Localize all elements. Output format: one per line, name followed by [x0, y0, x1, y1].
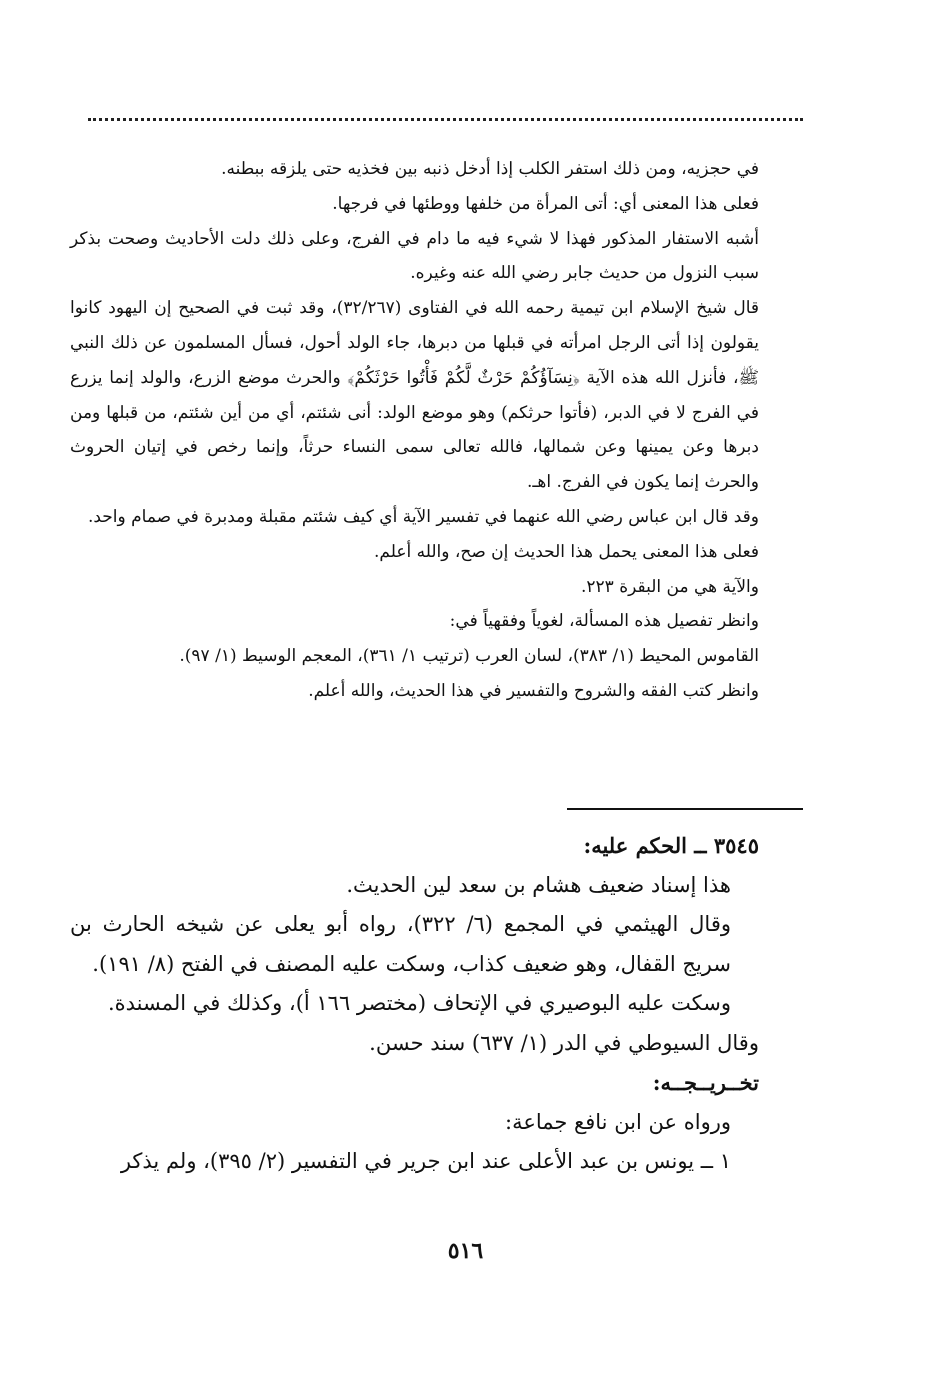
section-separator — [567, 808, 803, 810]
footnote-line: والآية هي من البقرة ٢٢٣. — [580, 576, 759, 597]
footnote-line: القاموس المحيط (١/ ٣٨٣)، لسان العرب (ترتيب ١/ ٣٦١)، المعجم الوسيط (١/ ٩٧). — [179, 646, 759, 667]
takhrij-line: ١ ــ يونس بن عبد الأعلى عند ابن جرير في التفسير (٢/ ٣٩٥)، ولم يذكر — [120, 1149, 731, 1173]
ruling-line: وقال الهيثمي في المجمع (٦/ ٣٢٢)، رواه أبو يعلى عن شيخه الحارث بن سريج القفال، وهو ضعيف كذاب، وسكت عليه المصنف في الفتح (٨/ ١٩١). — [70, 912, 731, 976]
takhrij-line: ورواه عن ابن نافع جماعة: — [505, 1109, 731, 1134]
footnote-line: وانظر تفصيل هذه المسألة، لغوياً وفقهياً في: — [449, 611, 759, 632]
dotted-divider — [88, 118, 803, 121]
footnote-line: أشبه الاستفار المذكور فهذا لا شيء فيه ما دام في الفرج، وعلى ذلك دلت الأحاديث وصحت بذكر سبب النزول من حديث جابر رضي الله عنه وغيره. — [70, 228, 759, 284]
footnote-line: قال شيخ الإسلام ابن تيمية رحمه الله في الفتاوى (٣٢/٢٦٧)، وقد ثبت في الصحيح إن اليهود كانوا يقولون إذا أتى الرجل امرأته في قبلها من دبرها، جاء الولد أحول، فسأل المسلمون عن ذلك النبي ﷺ، فأنزل الله هذه الآية ﴿نِسَآؤُكُمْ حَرْثٌ لَّكُمْ فَأْتُوا حَرْثَكُمْ﴾ والحرث موضع الزرع، والولد إنما يزرع في الفرج لا في الدبر، (فأتوا حرثكم) وهو موضع الولد: أنى شئتم، أي من أين شئتم، من قبلها ومن دبرها وعن يمينها وعن شمالها، فالله تعالى سمى النساء حرثاً، وإنما رخص في إتيان الحروث والحرث إنما يكون في الفرج. اهـ. — [70, 298, 759, 493]
ruling-line: هذا إسناد ضعيف هشام بن سعد لين الحديث. — [346, 872, 731, 897]
footnote-line: وانظر كتب الفقه والشروح والتفسير في هذا الحديث، والله أعلم. — [308, 680, 759, 701]
takhrij-heading: تخــريــجــه: — [652, 1070, 759, 1095]
footnote-line: وقد قال ابن عباس رضي الله عنهما في تفسير الآية أي كيف شئتم مقبلة ومدبرة في صمام واحد. — [87, 506, 759, 527]
footnote-line: فعلى هذا المعنى يحمل هذا الحديث إن صح، والله أعلم. — [373, 541, 759, 562]
page-number: ٥١٦ — [447, 1238, 484, 1264]
footnote-block — [70, 152, 759, 709]
main-text — [70, 826, 759, 1182]
ruling-line: وقال السيوطي في الدر (١/ ٦٣٧) سند حسن. — [369, 1030, 759, 1055]
footnote-line: فعلى هذا المعنى أي: أتى المرأة من خلفها ووطئها في فرجها. — [332, 193, 759, 214]
ruling-heading: ٣٥٤٥ ــ الحكم عليه: — [583, 833, 759, 858]
footnote-line: في حجزيه، ومن ذلك استفر الكلب إذا أدخل ذنبه بين فخذيه حتى يلزقه ببطنه. — [221, 159, 759, 179]
ruling-line: وسكت عليه البوصيري في الإتحاف (مختصر ١٦٦ أ)، وكذلك في المسندة. — [107, 991, 731, 1015]
